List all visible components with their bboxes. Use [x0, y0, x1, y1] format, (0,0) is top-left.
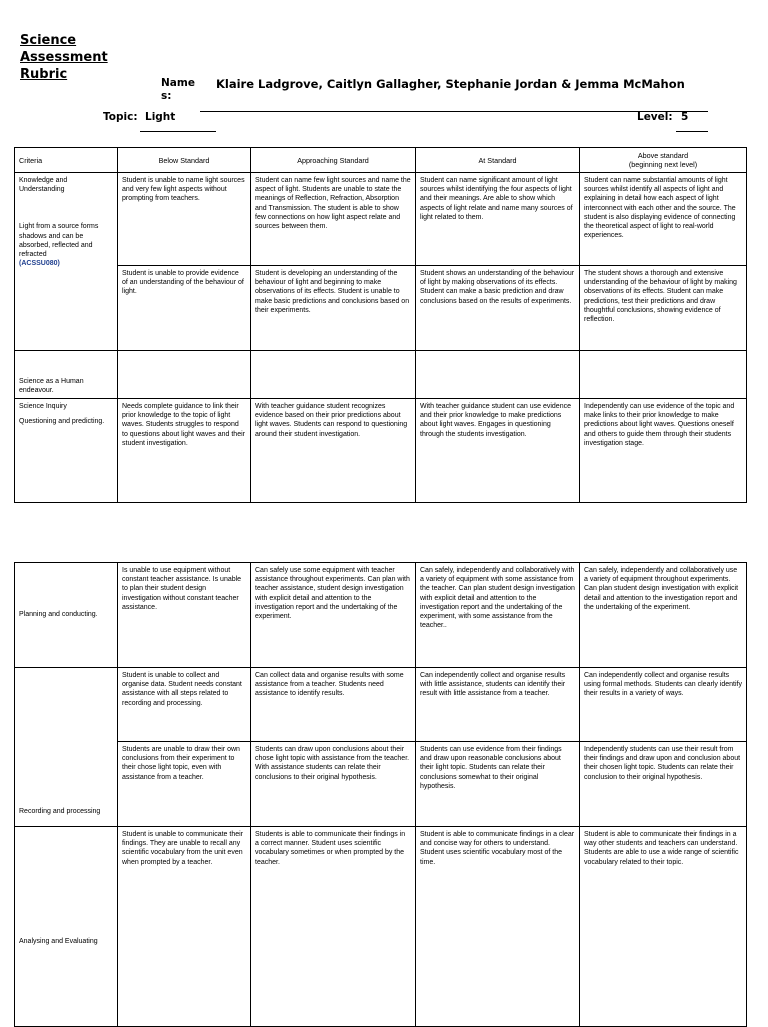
level-underline — [676, 131, 708, 132]
cell-below — [118, 351, 251, 399]
criteria-inquiry — [15, 399, 118, 503]
cell-above: Independently students can use their result from their findings and draw upon and conclusion about their chosen light topic. Students can relate their conclusion to their original hypothesis. — [580, 742, 747, 827]
table-row — [15, 563, 747, 668]
cell-below: Students are unable to draw their own conclusions from their experiment to their chose light topic, even with assistance from a teacher. — [118, 742, 251, 827]
criteria-knowledge — [15, 173, 118, 351]
criteria-knowledge-desc: Light from a source forms shadows and can be absorbed, reflected and refracted — [19, 223, 99, 259]
spacer — [19, 194, 113, 222]
cell-at: Can independently collect and organise results with little assistance, students can identify their result with little assistance from a teacher. — [416, 668, 580, 742]
names-value: Klaire Ladgrove, Caitlyn Gallagher, Stephanie Jordan & Jemma McMahon — [216, 77, 685, 91]
names-label: Name s: — [161, 77, 195, 102]
cell-at: Can safely, independently and collaboratively with a variety of equipment with some assistance from the teacher. Can plan student design investigation with explicit detail and attention to the investigation report and the undertaking of the experiment, with some assistance from the teacher.. — [416, 563, 580, 668]
cell-below: Is unable to use equipment without constant teacher assistance. Is unable to plan their student design investigation without constant teacher assistance. — [118, 563, 251, 668]
header-at-standard: At Standard — [416, 148, 580, 173]
rubric-table-1 — [14, 147, 747, 503]
header-below-standard: Below Standard — [118, 148, 251, 173]
cell-approaching: Students can draw upon conclusions about their chose light topic with assistance from the teacher. With assistance students can relate their conclusions to their original hypothesis. — [251, 742, 416, 827]
cell-above: Student can name substantial amounts of light sources whilst identify all aspects of light and explaining in detail how each aspect of light interconnect with each other and the source. The student is also displaying evidence of connecting the theoretical aspect of light to real-world experiences. — [580, 173, 747, 266]
cell-approaching: Student can name few light sources and name the aspect of light. Students are unable to state the meanings of Reflection, Refraction, Absorption and Transmission. The student is able to show few connections on how light aspect relate and sources between them. — [251, 173, 416, 266]
cell-at — [416, 351, 580, 399]
criteria-planning: Planning and conducting. — [15, 563, 118, 668]
title-line-3: Rubric — [20, 67, 68, 82]
table-row — [15, 742, 747, 827]
topic-underline — [140, 131, 216, 132]
rubric-table-2 — [14, 562, 747, 1027]
cell-at: With teacher guidance student can use evidence and their prior knowledge to make predictions about light waves. Engages in questioning through the students investigation. — [416, 399, 580, 503]
cell-below: Student is unable to provide evidence of an understanding of the behaviour of light. — [118, 266, 251, 351]
cell-above: The student shows a thorough and extensive understanding of the behaviour of light by making observations of its effects. Student can make predictions, test their predictions and draw thoughtful conclusions, showing evidence of reflection. — [580, 266, 747, 351]
criteria-inquiry-desc: Questioning and predicting. — [19, 418, 105, 426]
table-row — [15, 173, 747, 266]
criteria-knowledge-title: Knowledge and Understanding — [19, 177, 68, 194]
cell-above: Student is able to communicate their findings in a way other students and teachers can understand. Students are able to use a wide range of scientific vocabulary related to their topic. — [580, 827, 747, 1027]
criteria-inquiry-title: Science Inquiry — [19, 403, 67, 410]
level-value: 5 — [681, 111, 689, 123]
table-row — [15, 827, 747, 1027]
header-above-standard: Above standard (beginning next level) — [580, 148, 747, 173]
cell-above: Independently can use evidence of the topic and make links to their prior knowledge to make predictions about light waves. Questions oneself and others to guide them through their students investigation stage. — [580, 399, 747, 503]
criteria-analysing: Analysing and Evaluating — [15, 827, 118, 1027]
cell-above: Can safely, independently and collaboratively use a variety of equipment throughout experiments. Can plan student design investigation with explicit detail and attention to the investigation report and the undertaking of the experiment. — [580, 563, 747, 668]
topic-label: Topic: — [103, 111, 138, 123]
criteria-knowledge-code: (ACSSU080) — [19, 260, 60, 268]
cell-below: Student is unable to collect and organise data. Student needs constant assistance with all steps related to recording and processing. — [118, 668, 251, 742]
level-label: Level: — [637, 111, 673, 123]
cell-at: Student can name significant amount of light sources whilst identifying the four aspects of light and their meanings. Are able to show which aspects of light relate and name many sources of light related to them. — [416, 173, 580, 266]
cell-approaching: Student is developing an understanding of the behaviour of light and beginning to make observations of its effects. Student is unable to make basic predictions and conclusions based on their experiments. — [251, 266, 416, 351]
title-line-1: Science — [20, 33, 77, 48]
cell-approaching: Can safely use some equipment with teacher assistance throughout experiments. Can plan with teacher assistance, student design investigation with explicit detail and attention to the investigation report and the undertaking of the experiment. — [251, 563, 416, 668]
cell-approaching: Students is able to communicate their findings in a correct manner. Student uses scientific vocabulary sometimes or when prompted by the teacher. — [251, 827, 416, 1027]
names-underline — [200, 111, 708, 112]
table-header-row — [15, 148, 747, 173]
cell-below: Student is unable to communicate their findings. They are unable to recall any scientific vocabulary from the unit even when prompted by a teacher. — [118, 827, 251, 1027]
cell-at: Student shows an understanding of the behaviour of light by making observations of its effects. Student can make a basic prediction and draw conclusions based on the results of experiments. — [416, 266, 580, 351]
header-approaching-standard: Approaching Standard — [251, 148, 416, 173]
criteria-recording: Recording and processing — [15, 668, 118, 827]
topic-value: Light — [145, 111, 176, 123]
cell-approaching: With teacher guidance student recognizes evidence based on their prior predictions about light waves. Students can respond to questioning around their student investigation. — [251, 399, 416, 503]
cell-above: Can independently collect and organise results using formal methods. Students can clearly identify their results in a variety of ways. — [580, 668, 747, 742]
cell-at: Students can use evidence from their findings and draw upon reasonable conclusions about their light topic. Students can relate their conclusions somewhat to their original hypothesis. — [416, 742, 580, 827]
title-line-2: Assessment — [20, 50, 108, 65]
cell-at: Student is able to communicate findings in a clear and concise way for others to understand. Student uses scientific vocabulary most of the time. — [416, 827, 580, 1027]
cell-approaching — [251, 351, 416, 399]
cell-approaching: Can collect data and organise results with some assistance from a teacher. Students need assistance to identify results. — [251, 668, 416, 742]
criteria-human-endeavour: Science as a Human endeavour. — [15, 351, 118, 399]
table-row — [15, 399, 747, 503]
table-row — [15, 668, 747, 742]
cell-below: Needs complete guidance to link their prior knowledge to the topic of light waves. Students struggles to respond to questions about light waves and their student investigation. — [118, 399, 251, 503]
header-criteria: Criteria — [15, 148, 118, 173]
table-row — [15, 266, 747, 351]
cell-below: Student is unable to name light sources and very few light aspects without prompting from teachers. — [118, 173, 251, 266]
table-row — [15, 351, 747, 399]
document-title — [20, 32, 108, 83]
cell-above — [580, 351, 747, 399]
